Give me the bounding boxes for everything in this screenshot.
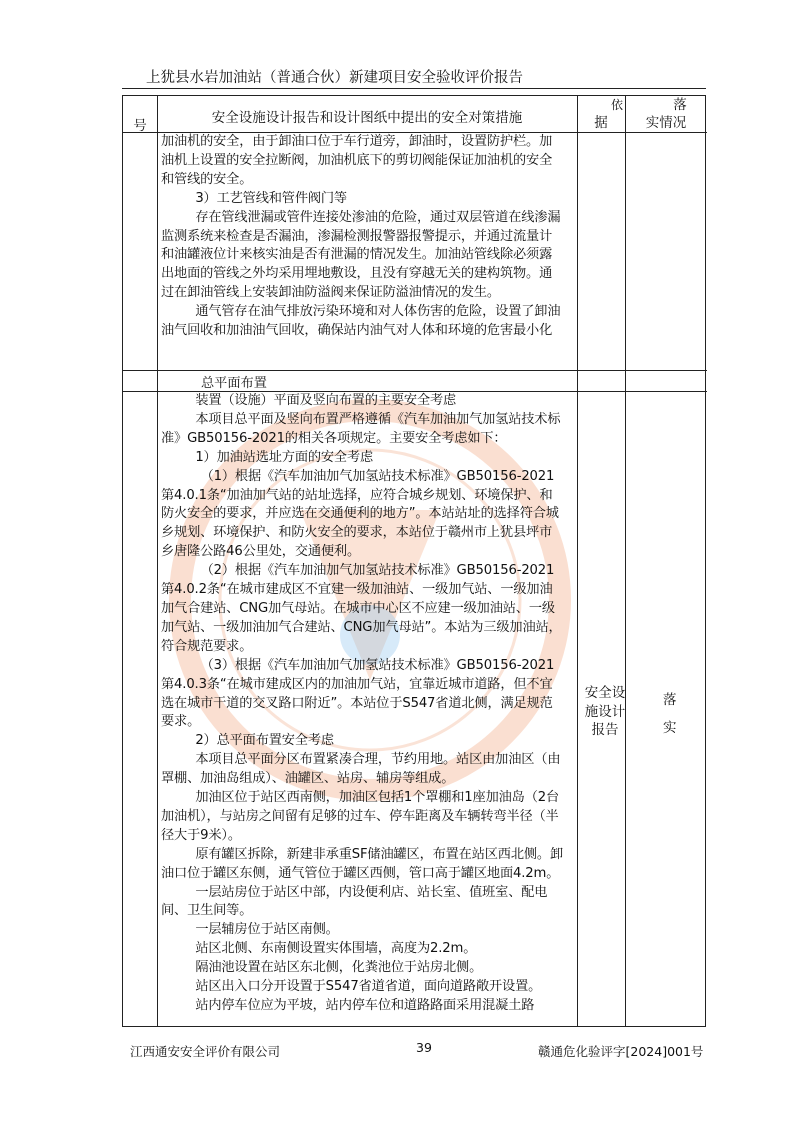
col-header-status: [625, 96, 707, 132]
row1-measures-text: [161, 133, 563, 341]
section-title-general-layout: 总平面布置: [201, 376, 267, 391]
row3-paragraph: 2）总平面布置安全考虑: [195, 733, 334, 749]
col-header-status-line2: 实情况: [645, 115, 687, 131]
row1-paragraph: 3）工艺管线和管件阀门等: [195, 190, 347, 206]
row3-measures-text: [161, 392, 563, 1016]
status-cell-text: 落实: [663, 692, 677, 736]
col-header-number: 号: [133, 118, 147, 134]
row3-paragraph: 隔油池设置在站区东北侧，化粪池位于站房北侧。: [195, 960, 483, 976]
col-header-measures: 安全设施设计报告和设计图纸中提出的安全对策措施: [211, 110, 523, 126]
col-header-basis: [577, 96, 625, 132]
row3-paragraph: 装置（设施）平面及竖向布置的主要安全考虑: [195, 393, 457, 408]
footer-page-number: 39: [416, 1040, 432, 1055]
footer-company: 江西通安安全评价有限公司: [130, 1044, 281, 1059]
row3-paragraph: （2）根据《汽车加油加气加氢站技术标准》GB50156-2021第4.0.2条“在城市建成区不宜建一级加油站、一级加气站、一级加油加气合建站、CNG加气母站。在城市中心区不应建一级加油站、一级加气站、一级加油加气合建站、CNG加气母站”。本站为三级加油站，符合规范要求。: [161, 563, 562, 654]
header-rule: [122, 88, 706, 89]
row3-paragraph: 1）加油站选址方面的安全考虑: [195, 449, 374, 465]
row3-paragraph: 本项目总平面及竖向布置严格遵循《汽车加油加气加氢站技术标准》GB50156-2021的相关各项规定。主要安全考虑如下：: [161, 411, 561, 446]
basis-cell: 安全设施设计报告: [584, 685, 626, 738]
row3-paragraph: 一层站房位于站区中部，内设便利店、站长室、值班室、配电间、卫生间等。: [161, 884, 548, 919]
footer-report-code: 赣通危化验评字[2024]001号: [538, 1044, 704, 1059]
row3-paragraph: 原有罐区拆除，新建非承重SF储油罐区，布置在站区西北侧。卸油口位于罐区东侧，通气管位于罐区西侧，管口高于罐区地面4.2m。: [161, 846, 563, 881]
col-header-basis-line2: 据: [594, 115, 608, 131]
row3-paragraph: 加油区位于站区西南侧，加油区包括1个罩棚和1座加油岛（2台加油机），与站房之间留有足够的过车、停车距离及车辆转弯半径（半径大于9米）。: [161, 790, 560, 843]
row1-paragraph: 存在管线泄漏或管件连接处渗油的危险，通过双层管道在线渗漏监测系统来检查是否漏油，渗漏检测报警器报警提示，并通过流量计和油罐液位计来核实油是否有泄漏的情况发生。加油站管线除必须露出地面的管线之外均采用埋地敷设，且没有穿越无关的建构筑物。通过在卸油管线上安装卸油防溢阀来保证防溢油情况的发生。: [161, 209, 561, 301]
row3-paragraph: 本项目总平面分区布置紧凑合理，节约用地。站区由加油区（由罩棚、加油岛组成）、油罐区、站房、辅房等组成。: [161, 752, 561, 787]
row3-paragraph: （3）根据《汽车加油加气加氢站技术标准》GB50156-2021第4.0.3条“在城市建成区内的加油加气站，宜靠近城市道路，但不宜选在城市干道的交叉路口附近”。本站位于S547省道北侧，满足规范要求。: [161, 657, 555, 730]
row3-paragraph: 站区出入口分开设置于S547省道省道，面向道路敞开设置。: [195, 979, 542, 995]
page-header-title: 上犹县水岩加油站（普通合伙）新建项目安全验收评价报告: [146, 70, 523, 86]
row3-paragraph: （1）根据《汽车加油加气加氢站技术标准》GB50156-2021第4.0.1条“加油加气站的站址选择，应符合城乡规划、环境保护、和防火安全的要求，并应选在交通便利的地方”。本站站址的选择符合城乡规划、环境保护、和防火安全的要求，本站位于赣州市上犹县坪市乡唐隆公路46公里处，交通便利。: [161, 468, 559, 560]
row3-paragraph: 站区北侧、东南侧设置实体围墙，高度为2.2m。: [195, 941, 477, 957]
row3-paragraph: 站内停车位应为平坡，站内停车位和道路路面采用混凝土路: [195, 998, 535, 1013]
row3-paragraph: 一层辅房位于站区南侧。: [195, 922, 339, 938]
row1-paragraph: 通气管存在油气排放污染环境和对人体伤害的危险，设置了卸油油气回收和加油油气回收，确保站内油气对人体和环境的危害最小化: [161, 304, 561, 339]
col-header-status-line1: 落: [673, 97, 687, 113]
row1-paragraph: 加油机的安全，由于卸油口位于车行道旁，卸油时，设置防护栏。加油机上设置的安全拉断阀，加油机底下的剪切阀能保证加油机的安全和管线的安全。: [161, 134, 553, 187]
measures-table: [122, 95, 706, 1027]
status-cell: [663, 686, 685, 742]
col-header-basis-line1: 依: [610, 98, 623, 112]
